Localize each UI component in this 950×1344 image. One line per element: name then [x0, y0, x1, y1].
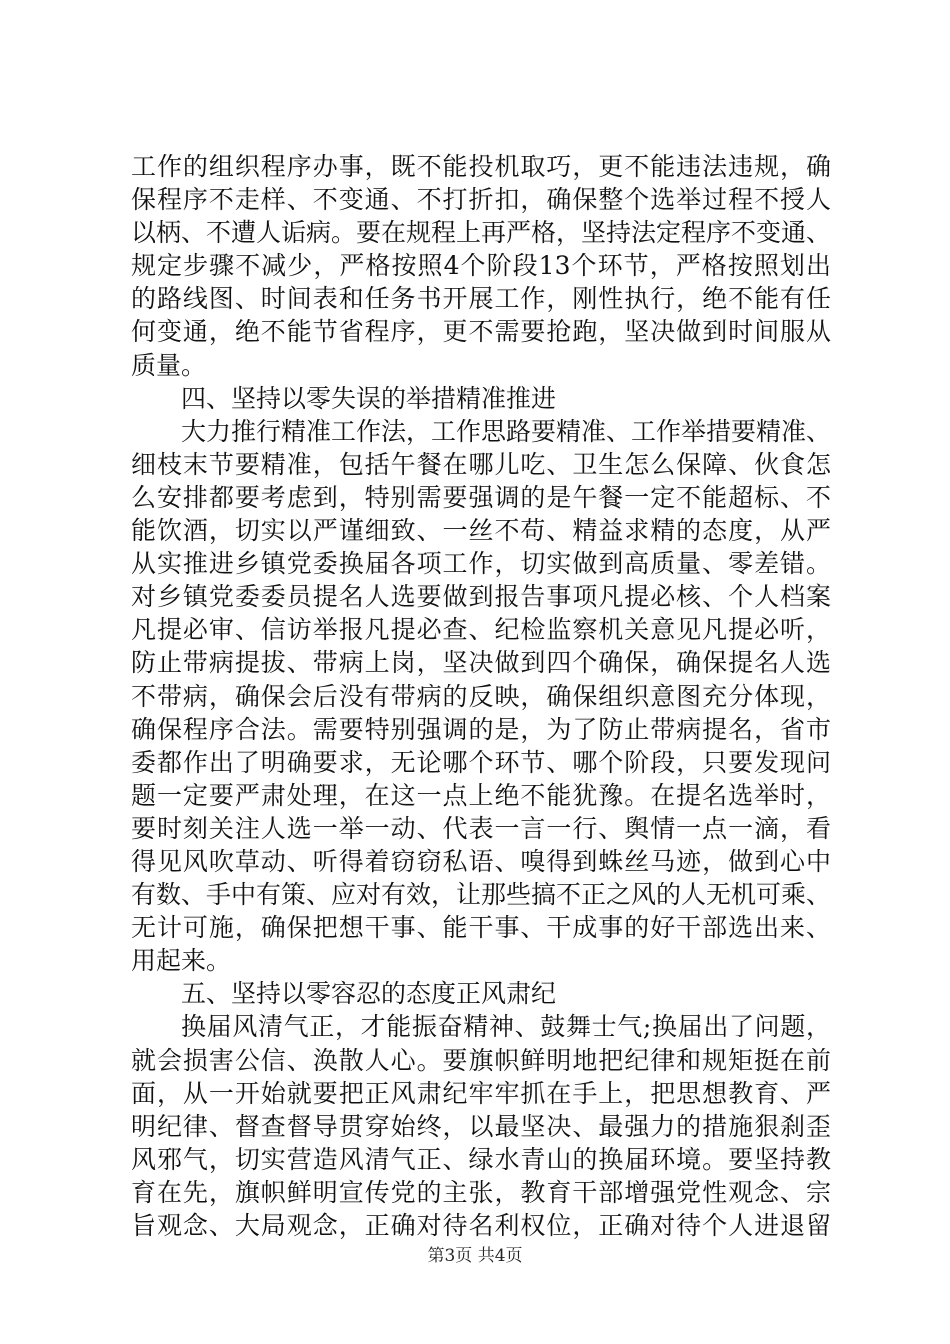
text-line: 大力推行精准工作法，工作思路要精准、工作举措要精准、: [181, 416, 832, 446]
text-line: 换届风清气正，才能振奋精神、鼓舞士气;换届出了问题，: [181, 1012, 831, 1042]
text-line: 题一定要严肃处理，在这一点上绝不能犹豫。在提名选举时，: [131, 780, 831, 810]
heading-text: 五、坚持以零容忍的态度正风肃纪: [181, 979, 557, 1009]
text-line: 要时刻关注人选一举一动、代表一言一行、舆情一点一滴，看: [131, 813, 831, 843]
text-line: 旨观念、大局观念，正确对待名利权位，正确对待个人进退留: [131, 1211, 831, 1240]
section-heading: [131, 977, 831, 1010]
text-line: 得见风吹草动、听得着窃窃私语、嗅得到蛛丝马迹，做到心中: [131, 846, 831, 876]
text-line: 有数、手中有策、应对有效，让那些搞不正之风的人无机可乘、: [131, 880, 832, 910]
document-body: [131, 150, 831, 1242]
text-line: 育在先，旗帜鲜明宣传党的主张，教育干部增强党性观念、宗: [131, 1177, 831, 1207]
text-line: 对乡镇党委委员提名人选要做到报告事项凡提必核、个人档案: [131, 582, 831, 612]
paragraph: [131, 1010, 831, 1242]
text-line: 面，从一开始就要把正风肃纪牢牢抓在手上，把思想教育、严: [131, 1078, 831, 1108]
text-line: 以柄、不遭人诟病。要在规程上再严格，坚持法定程序不变通、: [131, 218, 832, 248]
text-line: 用起来。: [131, 946, 232, 976]
text-line: 确保程序合法。需要特别强调的是，为了防止带病提名，省市: [131, 714, 831, 744]
section-heading: [131, 382, 831, 415]
text-line: 么安排都要考虑到，特别需要强调的是午餐一定不能超标、不: [131, 482, 831, 512]
heading-text: 四、坚持以零失误的举措精准推进: [181, 383, 557, 413]
text-line: 风邪气，切实营造风清气正、绿水青山的换届环境。要坚持教: [131, 1144, 831, 1174]
text-line: 工作的组织程序办事，既不能投机取巧，更不能违法违规，确: [131, 152, 831, 181]
text-line: 不带病，确保会后没有带病的反映，确保组织意图充分体现，: [131, 681, 831, 711]
text-line: 从实推进乡镇党委换届各项工作，切实做到高质量、零差错。: [131, 549, 831, 579]
text-line: 能饮酒，切实以严谨细致、一丝不苟、精益求精的态度，从严: [131, 516, 831, 546]
text-line: 细枝末节要精准，包括午餐在哪儿吃、卫生怎么保障、伙食怎: [131, 449, 831, 479]
text-line: 的路线图、时间表和任务书开展工作，刚性执行，绝不能有任: [131, 284, 831, 314]
text-line: 保程序不走样、不变通、不打折扣，确保整个选举过程不授人: [131, 185, 831, 215]
text-line: 无计可施，确保把想干事、能干事、干成事的好干部选出来、: [131, 913, 831, 943]
text-line: 委都作出了明确要求，无论哪个环节、哪个阶段，只要发现问: [131, 747, 831, 777]
text-line: 就会损害公信、涣散人心。要旗帜鲜明地把纪律和规矩挺在前: [131, 1045, 831, 1075]
paragraph: [131, 415, 831, 978]
paragraph: [131, 150, 831, 382]
text-line: 防止带病提拔、带病上岗，坚决做到四个确保，确保提名人选: [131, 648, 831, 678]
text-line: 凡提必审、信访举报凡提必查、纪检监察机关意见凡提必听，: [131, 615, 831, 645]
text-line: 何变通，绝不能节省程序，更不需要抢跑，坚决做到时间服从: [131, 317, 831, 347]
text-line: 规定步骤不减少，严格按照4个阶段13个环节，严格按照划出: [131, 251, 831, 281]
text-line: 质量。: [131, 350, 207, 380]
page-number-footer: 第3页 共4页: [427, 1246, 523, 1266]
text-line: 明纪律、督查督导贯穿始终，以最坚决、最强力的措施狠刹歪: [131, 1111, 831, 1141]
